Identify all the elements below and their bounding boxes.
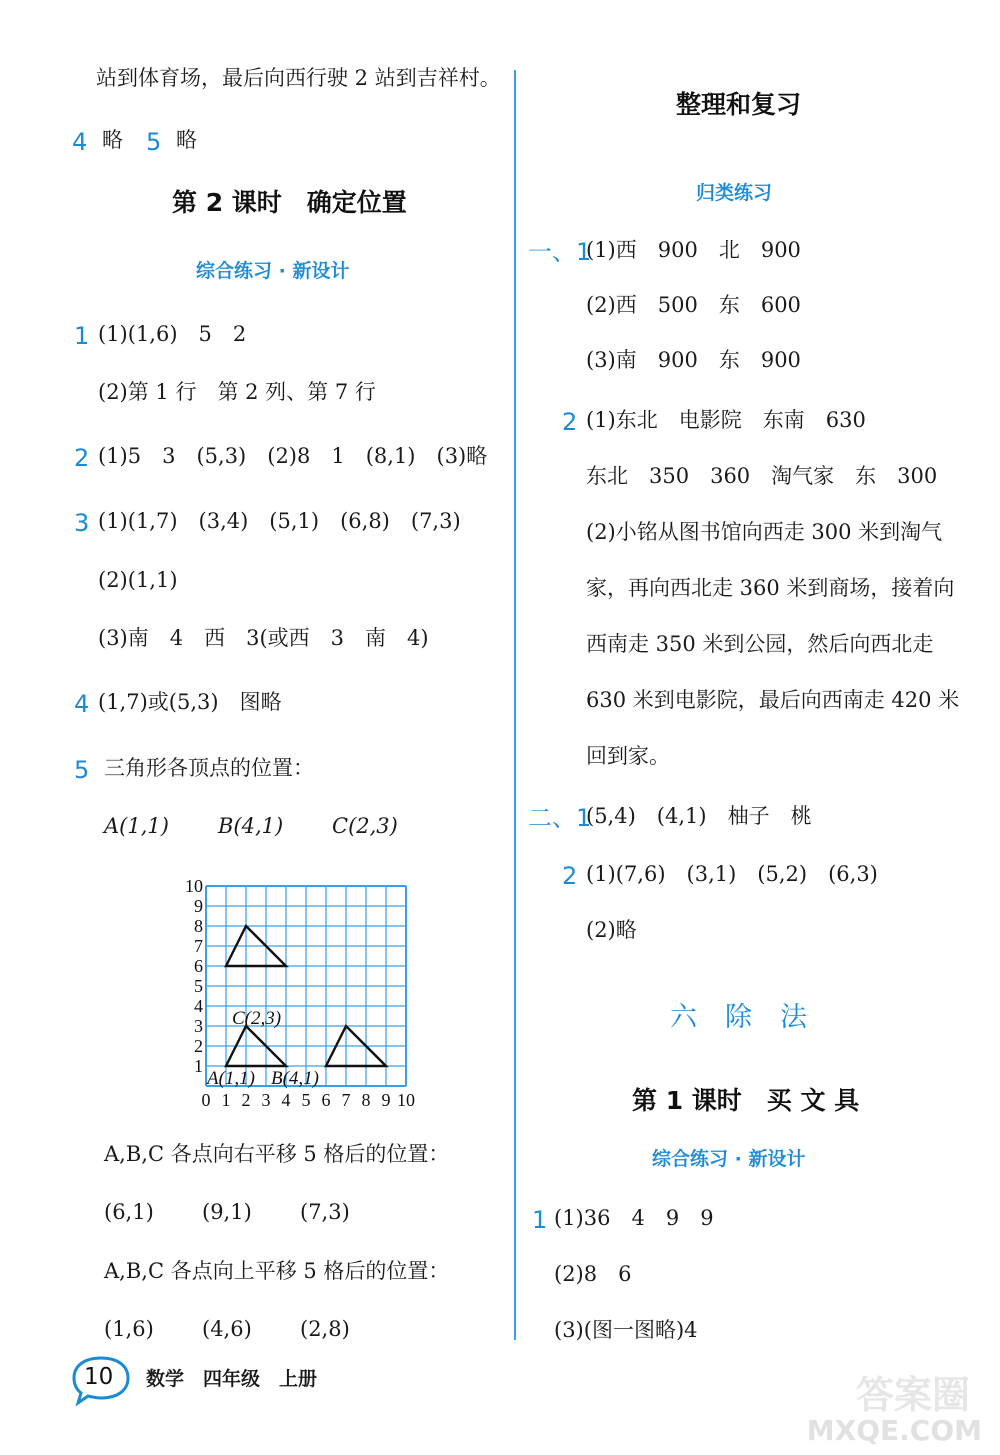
lesson1-title: 第 1 课时 买 文 具 — [632, 1086, 860, 1115]
a5-right-pt1: (6,1) — [104, 1200, 154, 1224]
lesson2-title: 第 2 课时 确定位置 — [172, 188, 407, 217]
x-tick-label: 1 — [221, 1090, 231, 1110]
a1-line2: (2)第 1 行 第 2 列、第 7 行 — [98, 380, 376, 404]
a5-right-pt3: (7,3) — [300, 1200, 350, 1224]
a4-line1: (1,7)或(5,3) 图略 — [98, 690, 282, 714]
y-tick-label: 7 — [194, 936, 203, 956]
s1-line1: (1)西 900 北 900 — [586, 238, 801, 262]
a5-up-pt3: (2,8) — [300, 1317, 350, 1341]
u1-number: 1 — [532, 1206, 548, 1234]
a3-line3: (3)南 4 西 3(或西 3 南 4) — [98, 626, 429, 650]
a5-up-pt1: (1,6) — [104, 1317, 154, 1341]
a5-right-pt2: (9,1) — [202, 1200, 252, 1224]
review-subtitle: 归类练习 — [696, 182, 773, 204]
y-tick-label: 6 — [194, 956, 203, 976]
s2-number: 2 — [562, 408, 578, 436]
a5-move-right-label: A,B,C 各点向右平移 5 格后的位置： — [104, 1142, 450, 1166]
y-tick-label: 8 — [194, 916, 203, 936]
a3-line1: (1)(1,7) (3,4) (5,1) (6,8) (7,3) — [98, 509, 461, 533]
y-tick-label: 5 — [194, 976, 203, 996]
watermark-site: MXQE.COM — [806, 1414, 982, 1447]
y-tick-label: 9 — [194, 896, 203, 916]
page-number: 10 — [84, 1364, 114, 1390]
x-tick-label: 6 — [321, 1090, 331, 1110]
s2-line4: 家，再向西北走 360 米到商场，接着向 — [586, 576, 955, 600]
s2-line5: 西南走 350 米到公园，然后向西北走 — [586, 632, 934, 656]
unit-title: 六除法 — [670, 1002, 835, 1033]
x-tick-label: 0 — [201, 1090, 211, 1110]
q5-answer: 略 — [176, 128, 197, 152]
continued-line: 站到体育场，最后向西行驶 2 站到吉祥村。 — [96, 66, 501, 90]
a1-number: 1 — [74, 322, 90, 350]
a5-point-a: A(1,1) — [104, 814, 169, 838]
q5-number: 5 — [146, 128, 162, 156]
a2-line1: (1)5 3 (5,3) (2)8 1 (8,1) (3)略 — [98, 444, 488, 468]
lesson2-subtitle: 综合练习 · 新设计 — [196, 260, 350, 282]
y-tick-label: 10 — [185, 876, 203, 896]
t1-number: 二、1 — [528, 804, 592, 832]
t1-line1: (5,4) (4,1) 柚子 桃 — [586, 804, 812, 828]
column-divider — [514, 70, 516, 1340]
label-point-a: A(1,1) — [207, 1068, 256, 1089]
x-tick-label: 10 — [397, 1090, 415, 1110]
x-tick-label: 5 — [301, 1090, 311, 1110]
s1-line3: (3)南 900 东 900 — [586, 348, 801, 372]
grid-point-labels — [205, 1008, 319, 1089]
u1-line2: (2)8 6 — [554, 1262, 632, 1286]
a5-up-pt2: (4,6) — [202, 1317, 252, 1341]
a5-point-c: C(2,3) — [332, 814, 398, 838]
s2-line6: 630 米到电影院，最后向西南走 420 米 — [586, 688, 960, 712]
a5-move-up-label: A,B,C 各点向上平移 5 格后的位置： — [104, 1259, 450, 1283]
x-tick-label: 2 — [241, 1090, 251, 1110]
a5-line1: 三角形各顶点的位置： — [104, 756, 314, 780]
s2-line3: (2)小铭从图书馆向西走 300 米到淘气 — [586, 520, 943, 544]
lesson1-subtitle: 综合练习 · 新设计 — [652, 1148, 806, 1170]
t2-line1: (1)(7,6) (3,1) (5,2) (6,3) — [586, 862, 878, 886]
y-tick-label: 1 — [194, 1056, 203, 1076]
book-title: 数学 四年级 上册 — [146, 1368, 318, 1390]
q4-answer: 略 — [102, 128, 123, 152]
x-tick-label: 9 — [381, 1090, 391, 1110]
a4-number: 4 — [74, 690, 90, 718]
q4-number: 4 — [72, 128, 88, 156]
a5-point-b: B(4,1) — [218, 814, 284, 838]
s2-line2: 东北 350 360 淘气家 东 300 — [586, 464, 938, 488]
s2-line7: 回到家。 — [586, 744, 670, 768]
y-tick-label: 3 — [194, 1016, 203, 1036]
u1-line1: (1)36 4 9 9 — [554, 1206, 714, 1230]
t2-line2: (2)略 — [586, 918, 637, 942]
y-tick-label: 4 — [194, 996, 203, 1016]
t2-number: 2 — [562, 862, 578, 890]
watermark-logo: 答案圈 — [855, 1373, 970, 1417]
a1-line1: (1)(1,6) 5 2 — [98, 322, 247, 346]
a5-number: 5 — [74, 756, 90, 784]
x-tick-label: 4 — [281, 1090, 291, 1110]
s2-line1: (1)东北 电影院 东南 630 — [586, 408, 866, 432]
a3-line2: (2)(1,1) — [98, 568, 178, 592]
label-point-c: C(2,3) — [232, 1008, 282, 1029]
a3-number: 3 — [74, 509, 90, 537]
review-title: 整理和复习 — [676, 90, 802, 119]
a2-number: 2 — [74, 444, 90, 472]
x-tick-label: 7 — [341, 1090, 351, 1110]
coordinate-grid — [170, 866, 430, 1116]
x-tick-label: 3 — [261, 1090, 271, 1110]
x-tick-label: 8 — [361, 1090, 371, 1110]
u1-line3: (3)(图一图略)4 — [554, 1318, 698, 1342]
label-point-b: B(4,1) — [271, 1068, 320, 1089]
s1-line2: (2)西 500 东 600 — [586, 293, 801, 317]
y-tick-label: 2 — [194, 1036, 203, 1056]
s1-number: 一、1 — [528, 238, 592, 266]
